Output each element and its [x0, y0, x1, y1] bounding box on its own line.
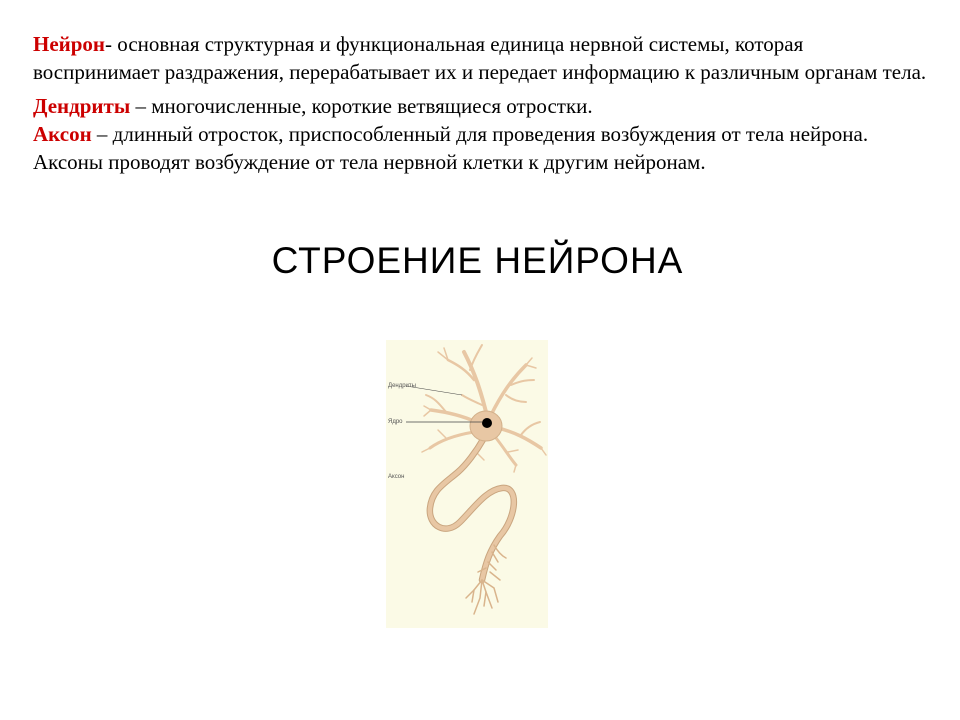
definition-dendrites-text: многочисленные, короткие ветвящиеся отростки.: [146, 94, 593, 118]
definition-neuron: [33, 30, 933, 86]
definition-dendrites: [33, 92, 933, 120]
separator-axon: –: [91, 122, 108, 146]
term-dendrites: Дендриты: [33, 94, 131, 118]
label-nucleus: Ядро: [388, 419, 403, 425]
definition-axon-text: длинный отросток, приспособленный для проведения возбуждения от тела нейрона. Аксоны проводят возбуждение от тела нервной клетки к другим нейронам.: [33, 122, 869, 174]
label-dendrite: Дендриты: [388, 383, 416, 389]
definition-axon: [33, 120, 933, 176]
neuron-illustration: [386, 340, 548, 628]
neuron-structure-heading: СТРОЕНИЕ НЕЙРОНА: [271, 240, 684, 281]
dendrite-branches: [422, 345, 546, 472]
label-axon: Аксон: [388, 474, 405, 480]
neuron-figure: [386, 340, 548, 628]
term-axon: Аксон: [33, 122, 92, 146]
separator-neuron: -: [105, 32, 113, 56]
nucleus-icon: [482, 418, 492, 428]
separator-dendrites: –: [130, 94, 146, 118]
definition-neuron-text: основная структурная и функциональная единица нервной системы, которая воспринимает раздражения, перерабатывает их и передает информацию к различным органам тела.: [33, 32, 927, 84]
term-neuron: Нейрон: [33, 32, 106, 56]
axon: [430, 438, 514, 580]
definitions-block: [33, 30, 933, 176]
